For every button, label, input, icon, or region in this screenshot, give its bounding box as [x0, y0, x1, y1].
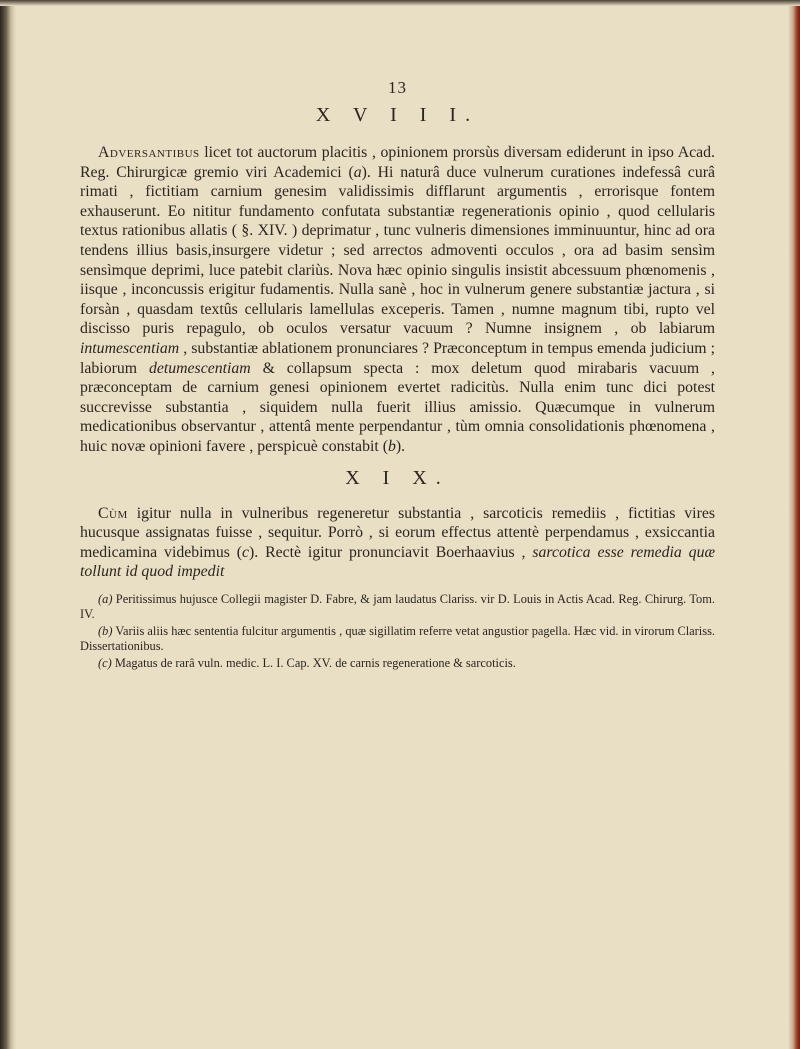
page-top-edge	[0, 0, 800, 6]
footnote	[80, 624, 715, 654]
footnote-reference: b	[387, 437, 396, 455]
paragraph-text: ). Hi naturâ duce vulnerum curationes indefessâ curâ rimati , fictitiam carnium genesim validissimis difflarunt argumentis , errorisque fontem exhauserunt. Eo nititur fundamento confutata substantiæ regenerationis opinio , quod cellularis textus rationibus allatis ( §. XIV. ) deprimatur , tunc vulneris dimensiones imminuuntur, hinc ad ora tendens illius basis,insurgere videtur ; sed arrectos admoventi occulos , ora ad basim sensìm sensìmque deprimi, luce patebit clariùs. Nova hæc opinio singulis insistit abcessuum phœnomenis , iisque , inconcussis erigitur fudamentis. Nulla sanè , hoc in vulnerum genere substantiæ jactura , si forsàn , quasdam textûs cellularis lamellulas exceperis. Tamen , numne magnum tibi, rupto vel discisso puris repagulo, ob oculos versatur vacuum ? Numne insignem , ob labiarum	[80, 163, 715, 338]
paragraph-text: igitur nulla in vulneribus regeneretur substantia , sarcoticis remediis , fictitias vires hucusque assignatas fuisse , sequitur. Porrò , si eorum effectus attentè perpendamus , exsiccantia medicamina videbimus (	[80, 504, 715, 561]
italic-term: detumescentiam	[148, 359, 251, 377]
paragraph-text: ). Rectè igitur pronunciavit Boerhaavius ,	[249, 543, 533, 561]
book-binding-right	[788, 0, 800, 1049]
page-content	[80, 78, 715, 673]
footnotes	[80, 592, 715, 671]
paragraph-text: ).	[395, 437, 406, 455]
footnote-reference: a	[353, 163, 362, 181]
italic-term: intumescentiam	[80, 339, 180, 357]
section-xviii-paragraph	[80, 143, 715, 457]
footnote	[80, 592, 715, 622]
footnote-text: Magatus de rarâ vuln. medic. L. I. Cap. XV. de carnis regeneratione & sarcoticis.	[111, 655, 516, 670]
footnote-reference: c	[242, 543, 250, 561]
section-heading-xviii: X V I I I.	[315, 104, 480, 126]
footnote	[80, 656, 715, 671]
paragraph-lead-word: Cùm	[98, 504, 128, 522]
page-number: 13	[388, 78, 407, 97]
paragraph-text: & collapsum specta : mox deletum quod mirabaris vacuum , præconceptam de carnium genesi opinionem evertet radicitùs. Nulla enim tunc dici potest succrevisse substantia , siquidem nulla fuerit illius amissio. Quæcumque in vulnerum medicationibus observantur , attentâ mente perpendantur , tùm omnia consolidationis phœnomena , huic novæ opinioni favere , perspicuè constabit (	[80, 359, 715, 455]
paragraph-lead-word: Adversantibus	[98, 144, 200, 161]
footnote-text: Peritissimus hujusce Collegii magister D. Fabre, & jam laudatus Clariss. vir D. Louis in Actis Acad. Reg. Chirurg. Tom. IV.	[80, 591, 715, 621]
footnote-mark: (c)	[98, 655, 112, 670]
footnote-mark: (a)	[98, 591, 113, 606]
section-heading-xix: X I X.	[345, 466, 450, 489]
paragraph-text: , substantiæ ablationem pronunciares ? Præconceptum in tempus emenda judicium ; labiorum	[80, 339, 715, 377]
book-binding-left	[0, 0, 16, 1049]
footnote-text: Variis aliis hæc sententia fulcitur argumentis , quæ sigillatim referre vetat angustior pagella. Hæc vid. in virorum Clariss. Dissertationibus.	[80, 623, 715, 653]
paragraph-text: licet tot auctorum placitis , opinionem prorsùs diversam ediderunt in ipso Acad. Reg. Chirurgicæ gremio viri Academici (	[80, 144, 715, 181]
footnote-mark: (b)	[98, 623, 113, 638]
section-xix-paragraph	[80, 504, 715, 582]
italic-quote: sarcotica esse remedia quæ tollunt id quod impedit	[80, 543, 716, 581]
